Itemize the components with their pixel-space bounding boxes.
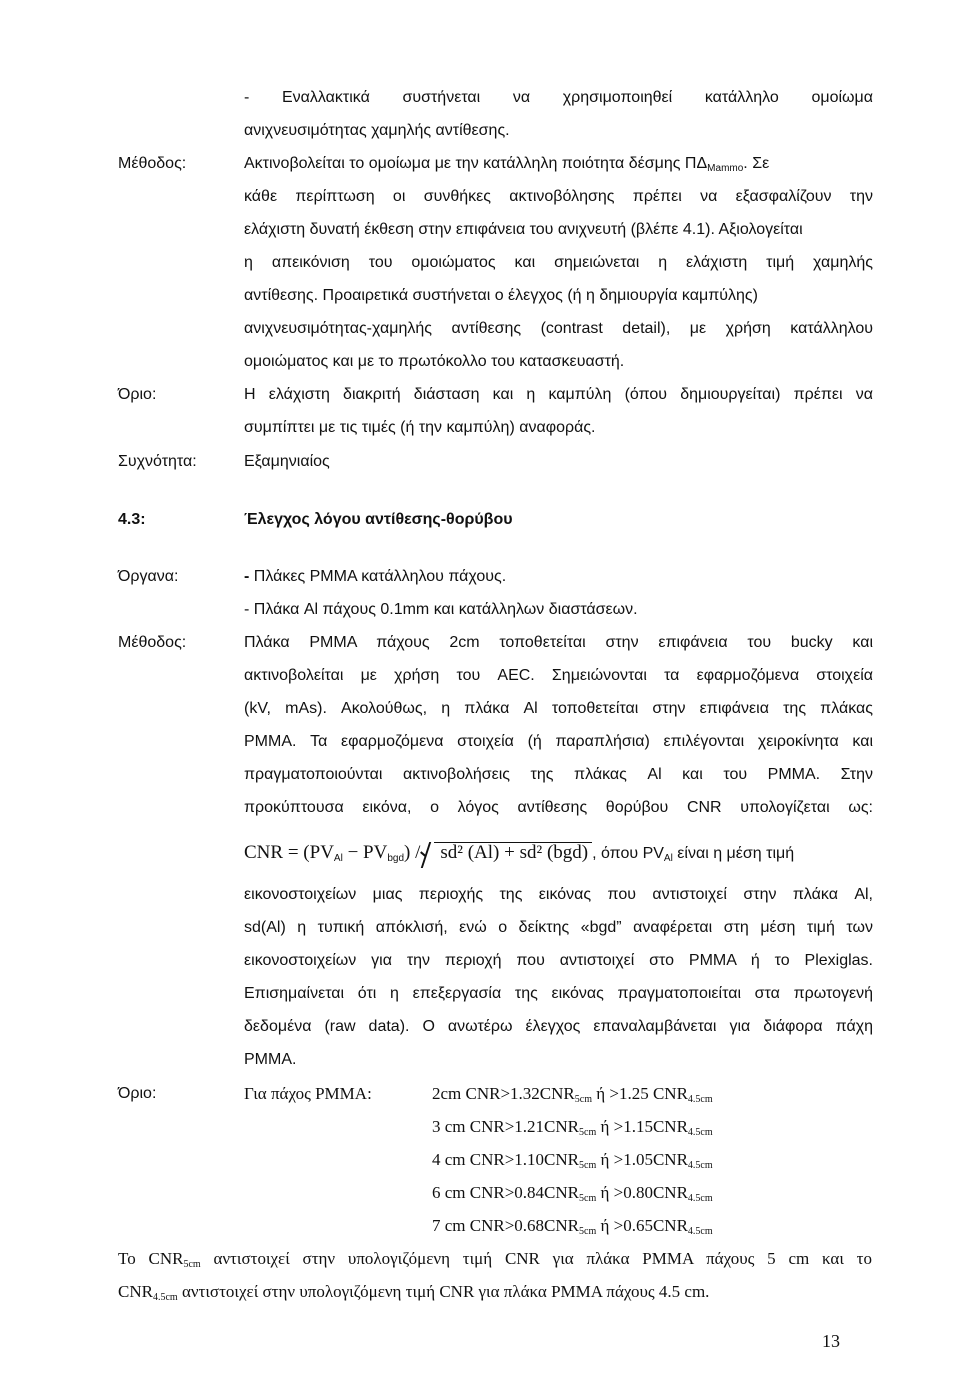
limit-row bbox=[432, 1216, 713, 1236]
text-line: ανιχνευσιμότητας χαμηλής αντίθεσης. bbox=[244, 122, 510, 139]
formula-lhs: CNR bbox=[244, 842, 284, 863]
text-line: εικονοστοιχείων μιας περιοχής της εικόνας που αντιστοιχεί στην πλάκα Al, bbox=[244, 886, 873, 903]
text-span: 4 cm CNR>1.10CNR bbox=[432, 1150, 580, 1169]
subscript: 5cm bbox=[574, 1094, 592, 1105]
text-line bbox=[244, 286, 758, 306]
subscript: 5cm bbox=[579, 1160, 597, 1171]
text-line: Επισημαίνεται ότι η επεξεργασία της εικόνας πραγματοποιείται στα πρωτογενή bbox=[244, 985, 873, 1002]
text-span: , όπου PV bbox=[592, 845, 664, 862]
text-span: είναι η μέση τιμή bbox=[672, 845, 795, 862]
text-span: αντίθεσης. bbox=[244, 287, 319, 304]
formula-part: − PV bbox=[342, 842, 388, 863]
subscript: 4.5cm bbox=[687, 1127, 713, 1138]
text-span: ελάχιστη δυνατή έκθεση στην επιφάνεια του ανιχνευτή (βλέπε 4.1). bbox=[244, 221, 715, 238]
text-span: 3 cm CNR>1.21CNR bbox=[432, 1117, 580, 1136]
limit-prefix: Για πάχος PMMA: bbox=[244, 1084, 372, 1103]
instruments-label: Όργανα: bbox=[118, 568, 179, 585]
text-span: ή >0.65CNR bbox=[596, 1216, 688, 1235]
subscript: 4.5cm bbox=[687, 1094, 713, 1105]
subscript: 4.5cm bbox=[152, 1292, 178, 1303]
text-span: ή >1.05CNR bbox=[596, 1150, 688, 1169]
page-number: 13 bbox=[822, 1331, 840, 1351]
text-span: ή >0.80CNR bbox=[596, 1183, 688, 1202]
text-line: - Εναλλακτικά συστήνεται να χρησιμοποιηθεί κατάλληλο ομοίωμα bbox=[244, 89, 873, 106]
text-line: ομοιώματος και με το πρωτόκολλο του κατασκευαστή. bbox=[244, 353, 625, 370]
subscript: 5cm bbox=[579, 1127, 597, 1138]
text-span: CNR bbox=[118, 1282, 153, 1301]
text-line: η απεικόνιση του ομοιώματος και σημειώνεται η ελάχιστη τιμή χαμηλής bbox=[244, 254, 873, 271]
text-line: PMMA. Τα εφαρμοζόμενα στοιχεία (ή παραπλήσια) επιλέγονται χειροκίνητα και bbox=[244, 733, 873, 750]
text-line: (kV, mAs). Ακολούθως, η πλάκα Al τοποθετείται στην επιφάνεια της πλάκας bbox=[244, 700, 873, 717]
subscript: bgd bbox=[387, 853, 405, 864]
frequency-label: Συχνότητα: bbox=[118, 453, 197, 470]
text-line bbox=[244, 567, 506, 587]
text-line bbox=[244, 220, 803, 240]
text-span: Αξιολογείται bbox=[714, 221, 803, 238]
text-span: 7 cm CNR>0.68CNR bbox=[432, 1216, 580, 1235]
text-line: κάθε περίπτωση οι συνθήκες ακτινοβόλησης πρέπει να εξασφαλίζουν την bbox=[244, 188, 873, 205]
method-label: Μέθοδος: bbox=[118, 155, 187, 172]
text-span: 6 cm CNR>0.84CNR bbox=[432, 1183, 580, 1202]
text-line: ακτινοβολείται με χρήση του AEC. Σημειώνονται τα εφαρμοζόμενα στοιχεία bbox=[244, 667, 873, 684]
subscript: 4.5cm bbox=[687, 1226, 713, 1237]
text-line: Πλάκα PMMA πάχους 2cm τοποθετείται στην επιφάνεια του bucky και bbox=[244, 634, 873, 651]
text-line: PMMA. bbox=[244, 1051, 297, 1068]
text-span: Πλάκες PMMA κατάλληλου πάχους. bbox=[253, 568, 507, 585]
limit-label: Όριο: bbox=[118, 1085, 157, 1102]
text-span: 2cm CNR>1.32CNR bbox=[432, 1084, 575, 1103]
text-span: Το CNR bbox=[118, 1249, 184, 1268]
limit-row bbox=[432, 1084, 713, 1104]
formula-part: ) / bbox=[404, 842, 421, 863]
limit-row bbox=[432, 1183, 713, 1203]
text-line: ανιχνευσιμότητας-χαμηλής αντίθεσης (contrast detail), με χρήση κατάλληλου bbox=[244, 320, 873, 337]
subscript: Mammo bbox=[707, 163, 744, 174]
note-line bbox=[118, 1282, 709, 1302]
text-span: ή >1.15CNR bbox=[596, 1117, 688, 1136]
subscript: 5cm bbox=[579, 1226, 597, 1237]
text-line: πραγματοποιούνται ακτινοβολήσεις της πλάκας Al και του PMMA. Στην bbox=[244, 766, 873, 783]
text-span: αντιστοιχεί στην υπολογιζόμενη τιμή CNR για πλάκα PMMA πάχους 5 cm και το bbox=[200, 1249, 872, 1268]
subscript: Al bbox=[333, 853, 343, 864]
text-line: εικονοστοιχείων για την περιοχή που αντιστοιχεί στο PMMA ή το Plexiglas. bbox=[244, 952, 873, 969]
formula-part: = (PV bbox=[283, 842, 334, 863]
subscript: 5cm bbox=[183, 1259, 201, 1270]
text-line: προκύπτουσα εικόνα, ο λόγος αντίθεσης θορύβου CNR υπολογίζεται ως: bbox=[244, 799, 873, 816]
subscript: 4.5cm bbox=[687, 1193, 713, 1204]
note-line bbox=[118, 1249, 872, 1269]
text-span: Προαιρετικά συστήνεται ο έλεγχος (ή η δημιουργία καμπύλης) bbox=[318, 287, 758, 304]
method-label: Μέθοδος: bbox=[118, 634, 187, 651]
text-span: ή >1.25 CNR bbox=[591, 1084, 688, 1103]
text-span: . Σε bbox=[743, 155, 770, 172]
limit-row bbox=[432, 1117, 713, 1137]
section-title: Έλεγχος λόγου αντίθεσης-θορύβου bbox=[244, 511, 513, 528]
text-line: sd(Al) η τυπική απόκλισή, ενώ ο δείκτης «bgd” αναφέρεται στη μέση τιμή των bbox=[244, 919, 873, 936]
text-span: Ακτινοβολείται το ομοίωμα με την κατάλληλη ποιότητα δέσμης ΠΔ bbox=[244, 155, 708, 172]
text-line bbox=[244, 154, 769, 174]
subscript: 4.5cm bbox=[687, 1160, 713, 1171]
frequency-value: Εξαμηνιαίος bbox=[244, 453, 330, 470]
formula-line bbox=[244, 842, 873, 864]
text-line: Η ελάχιστη διακριτή διάσταση και η καμπύλη (όπου δημιουργείται) πρέπει να bbox=[244, 386, 873, 403]
limit-label: Όριο: bbox=[118, 386, 157, 403]
section-number: 4.3: bbox=[118, 511, 146, 528]
limit-row bbox=[432, 1150, 713, 1170]
square-root: sd² (Al) + sd² (bgd) bbox=[434, 842, 592, 863]
text-line: δεδομένα (raw data). Ο ανωτέρω έλεγχος επαναλαμβάνεται για διάφορα πάχη bbox=[244, 1018, 873, 1035]
subscript: 5cm bbox=[579, 1193, 597, 1204]
subscript: Al bbox=[663, 853, 673, 864]
text-line: συμπίπτει με τις τιμές (ή την καμπύλη) αναφοράς. bbox=[244, 419, 596, 436]
text-span: αντιστοιχεί στην υπολογιζόμενη τιμή CNR για πλάκα PMMA πάχους 4.5 cm. bbox=[177, 1282, 710, 1301]
text-line: - Πλάκα Al πάχους 0.1mm και κατάλληλων διαστάσεων. bbox=[244, 601, 638, 618]
bullet-dash: - bbox=[244, 568, 254, 585]
